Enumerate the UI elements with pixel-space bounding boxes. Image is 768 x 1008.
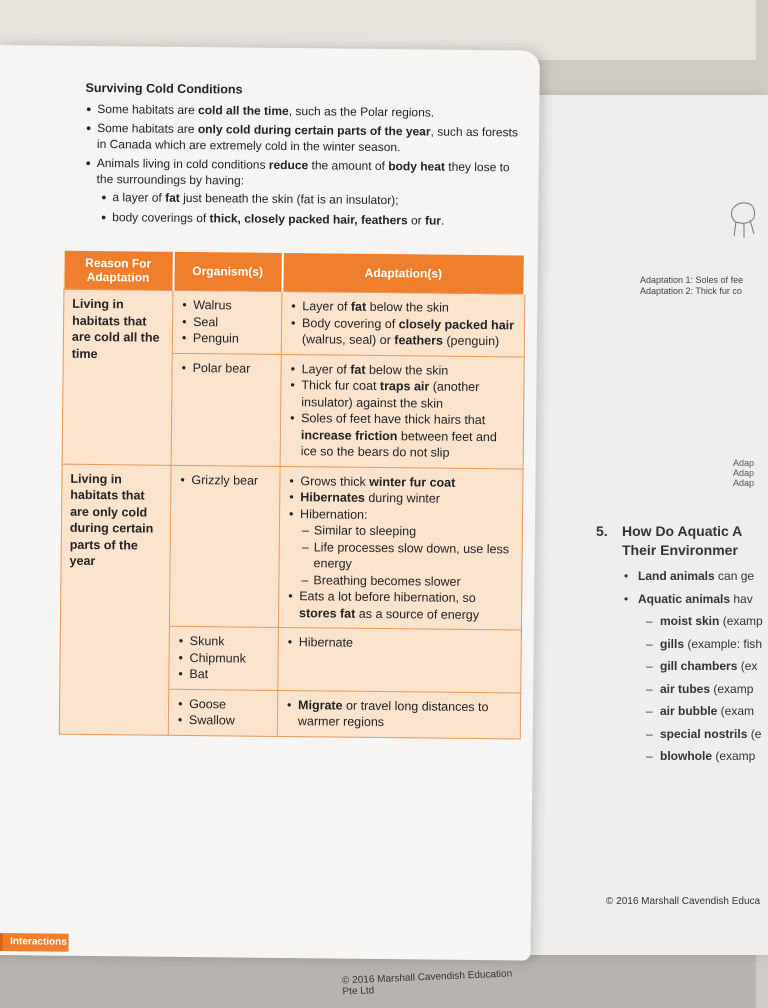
- organism-penguin: • Penguin: [193, 330, 273, 347]
- adaptation-cell: [278, 466, 522, 630]
- list-item: – gills (example: fish: [624, 633, 763, 656]
- organism-cell: [168, 689, 277, 736]
- header-reason: Reason For Adaptation: [64, 251, 173, 291]
- list-item: • Aquatic animals hav: [624, 588, 763, 611]
- organism-cell: [171, 353, 281, 466]
- organism-swallow: • Swallow: [189, 712, 269, 729]
- dash-list: [96, 189, 524, 230]
- organism-walrus: • Walrus: [193, 297, 273, 314]
- reason-cold-all-time: Living in habitats that are cold all the time: [62, 289, 173, 465]
- bullet-cold-seasonal: • Some habitats are only cold during certain parts of the year, such as forests in Canada which are extremely cold in the winter season.: [97, 120, 525, 156]
- organism-bat: • Bat: [189, 666, 269, 683]
- heading-line: Their Environmer: [622, 542, 738, 558]
- hibernation-detail: – Similar to sleeping: [314, 522, 514, 541]
- adaptation-cell: [278, 627, 521, 692]
- heading-line: How Do Aquatic A: [622, 523, 743, 539]
- chapter-label: Interactions: [10, 936, 67, 948]
- list-item: – gill chambers (ex: [624, 655, 763, 678]
- hibernation-detail: – Life processes slow down, use less energy: [314, 539, 514, 574]
- list-item: • Land animals can ge: [624, 565, 763, 588]
- hibernation-detail: – Breathing becomes slower: [313, 572, 513, 591]
- list-item: – blowhole (examp: [624, 745, 763, 768]
- organism-cell: [169, 626, 279, 690]
- organism-goose: • Goose: [189, 696, 269, 713]
- aquatic-list: [624, 565, 763, 768]
- table-header-row: [64, 251, 525, 294]
- adaptation-item: • Hibernates during winter: [300, 489, 514, 508]
- intro-bullets: [84, 101, 525, 231]
- organism-polar-bear: • Polar bear: [193, 360, 273, 377]
- dash-fat-layer: • a layer of fat just beneath the skin (fat is an insulator);: [112, 189, 524, 210]
- adaptation-table: [59, 251, 526, 739]
- question-heading: [596, 522, 742, 560]
- organism-chipmunk: • Chipmunk: [190, 650, 270, 667]
- dash-body-coverings: • body coverings of thick, closely packed hair, feathers or fur.: [112, 209, 524, 230]
- page-number: [0, 933, 2, 951]
- organism-grizzly-bear: • Grizzly bear: [191, 472, 271, 489]
- adaptation-item: • Hibernate: [299, 634, 513, 653]
- caption-adaptation-1: Adaptation 1: Soles of fee: [640, 275, 744, 285]
- section-heading: Surviving Cold Conditions: [85, 80, 243, 97]
- caption-adaptation-2: Adaptation 2: Thick fur co: [640, 286, 742, 296]
- adaptation-item: • Layer of fat below the skin: [302, 298, 516, 317]
- reason-cold-seasonal: Living in habitats that are only cold during certain parts of the year: [59, 464, 171, 735]
- adaptation-item: • Body covering of closely packed hair (walrus, seal) or feathers (penguin): [302, 315, 516, 350]
- content-area: [84, 81, 526, 234]
- table-row: [63, 289, 524, 356]
- chapter-tab: [0, 933, 69, 952]
- header-adaptations: Adaptation(s): [282, 253, 525, 294]
- side-caption: Adap: [733, 458, 755, 468]
- adaptation-item: • Layer of fat below the skin: [302, 361, 516, 380]
- left-page: [0, 45, 540, 998]
- adaptation-item: • Migrate or travel long distances to warmer regions: [298, 697, 512, 732]
- adaptation-cell: [281, 291, 524, 356]
- adaptation-item: • Eats a lot before hibernation, so stores fat as a source of energy: [299, 588, 513, 623]
- adaptation-item: • Thick fur coat traps air (another insulator) against the skin: [301, 377, 515, 412]
- bullet-cold-all-time: • Some habitats are cold all the time, such as the Polar regions.: [97, 101, 525, 121]
- animal-sketch-icon: [728, 192, 758, 242]
- adaptation-cell: [277, 690, 520, 739]
- list-item: – air tubes (examp: [624, 678, 763, 701]
- adaptation-cell: [280, 354, 524, 469]
- organism-skunk: • Skunk: [190, 633, 270, 650]
- list-item: – moist skin (examp: [624, 610, 763, 633]
- question-number: 5.: [596, 523, 608, 539]
- copyright-right: © 2016 Marshall Cavendish Educa: [606, 896, 761, 907]
- copyright-left: © 2016 Marshall Cavendish Education Pte Ltd: [341, 968, 513, 998]
- list-item: – air bubble (exam: [624, 700, 763, 723]
- side-captions: [733, 458, 754, 488]
- organism-seal: • Seal: [193, 314, 273, 331]
- side-caption: Adap: [733, 478, 755, 488]
- image-captions: [640, 275, 743, 297]
- adaptation-item: • Soles of feet have thick hairs that increase friction between feet and ice so the bears do not slip: [301, 410, 515, 462]
- header-organisms: Organism(s): [173, 252, 282, 292]
- table-row: [60, 464, 522, 630]
- side-caption: Adap: [733, 468, 755, 478]
- bullet-reduce-heat: • Animals living in cold conditions reduce the amount of body heat they lose to the surroundings by having: • a layer of fat just beneath the skin (fat is an insulator); • body coverings of thick, closely packed hair, feathers or fur.: [96, 155, 525, 230]
- organism-cell: [172, 290, 282, 354]
- adaptation-item: • Hibernation: – Similar to sleeping – Life processes slow down, use less energy – Breathing becomes slower: [299, 506, 513, 591]
- organism-cell: [169, 465, 280, 628]
- adaptation-item: • Grows thick winter fur coat: [300, 473, 514, 492]
- list-item: – special nostrils (e: [624, 723, 763, 746]
